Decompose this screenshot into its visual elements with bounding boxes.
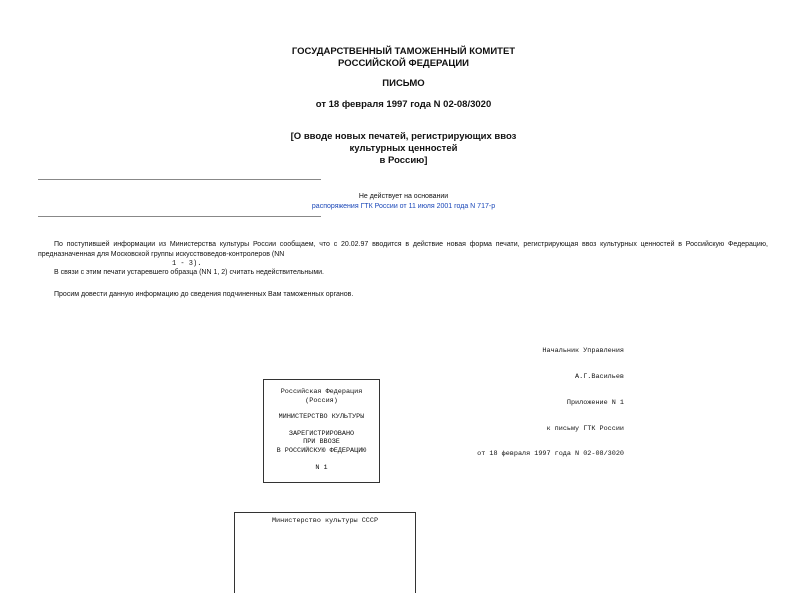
appendix-label: Приложение N 1 <box>566 398 624 407</box>
signer-name: А.Г.Васильев <box>575 372 624 381</box>
stamp1-line-1: Российская Федерация <box>280 388 363 396</box>
org-line-2: РОССИЙСКОЙ ФЕДЕРАЦИИ <box>337 58 469 69</box>
subject-line-1: [О вводе новых печатей, регистрирующих ввоз <box>290 131 517 142</box>
stamp2-line-1: Министерство культуры СССР <box>271 517 379 525</box>
signer-position: Начальник Управления <box>542 347 624 356</box>
stamp1-line-6: В РОССИЙСКУЮ ФЕДЕРАЦИЮ <box>276 446 367 455</box>
document-date-number: от 18 февраля 1997 года N 02-08/3020 <box>315 99 492 110</box>
divider-bottom <box>38 216 321 217</box>
appendix-date-ref: от 18 февраля 1997 года N 02-08/3020 <box>477 450 624 459</box>
stamp1-line-3: МИНИСТЕРСТВО КУЛЬТУРЫ <box>278 413 365 422</box>
issuing-organization <box>0 46 807 70</box>
stamp1-line-5: ПРИ ВВОЗЕ <box>303 438 340 447</box>
paragraph-1-tail: 1 - 3). <box>172 260 202 268</box>
stamp1-line-2: (Россия) <box>305 396 338 405</box>
body-paragraph-3: Просим довести данную информацию до сведения подчиненных Вам таможенных органов. <box>54 291 354 298</box>
body-paragraph-1 <box>38 240 768 270</box>
stamp1-line-7: N 1 <box>315 463 328 472</box>
stamp-sample-2 <box>234 512 416 593</box>
document-subject <box>0 131 807 167</box>
org-line-1: ГОСУДАРСТВЕННЫЙ ТАМОЖЕННЫЙ КОМИТЕТ <box>291 46 516 57</box>
paragraph-1-text: По поступившей информации из Министерства культуры России сообщаем, что с 20.02.97 вводится в действие новая форма печати, регистрирующая ввоз культурных ценностей в Российскую Федерацию, предназначенная для Московской группы искусствоведов-контролеров (NN <box>38 241 768 258</box>
body-paragraph-2: В связи с этим печати устаревшего образца (NN 1, 2) считать недействительными. <box>54 269 324 276</box>
status-notice: Не действует на основании <box>358 193 449 200</box>
stamp-sample-1 <box>263 379 380 483</box>
stamp1-line-4: ЗАРЕГИСТРИРОВАНО <box>288 429 355 438</box>
subject-line-3: в Россию] <box>379 155 428 166</box>
repeal-order-link[interactable]: распоряжения ГТК России от 11 июля 2001 года N 717-р <box>311 203 496 210</box>
appendix-to-letter: к письму ГТК России <box>546 424 624 433</box>
document-type: ПИСЬМО <box>382 78 425 89</box>
divider-top <box>38 179 321 180</box>
signature-block <box>477 330 624 468</box>
subject-line-2: культурных ценностей <box>349 143 458 154</box>
